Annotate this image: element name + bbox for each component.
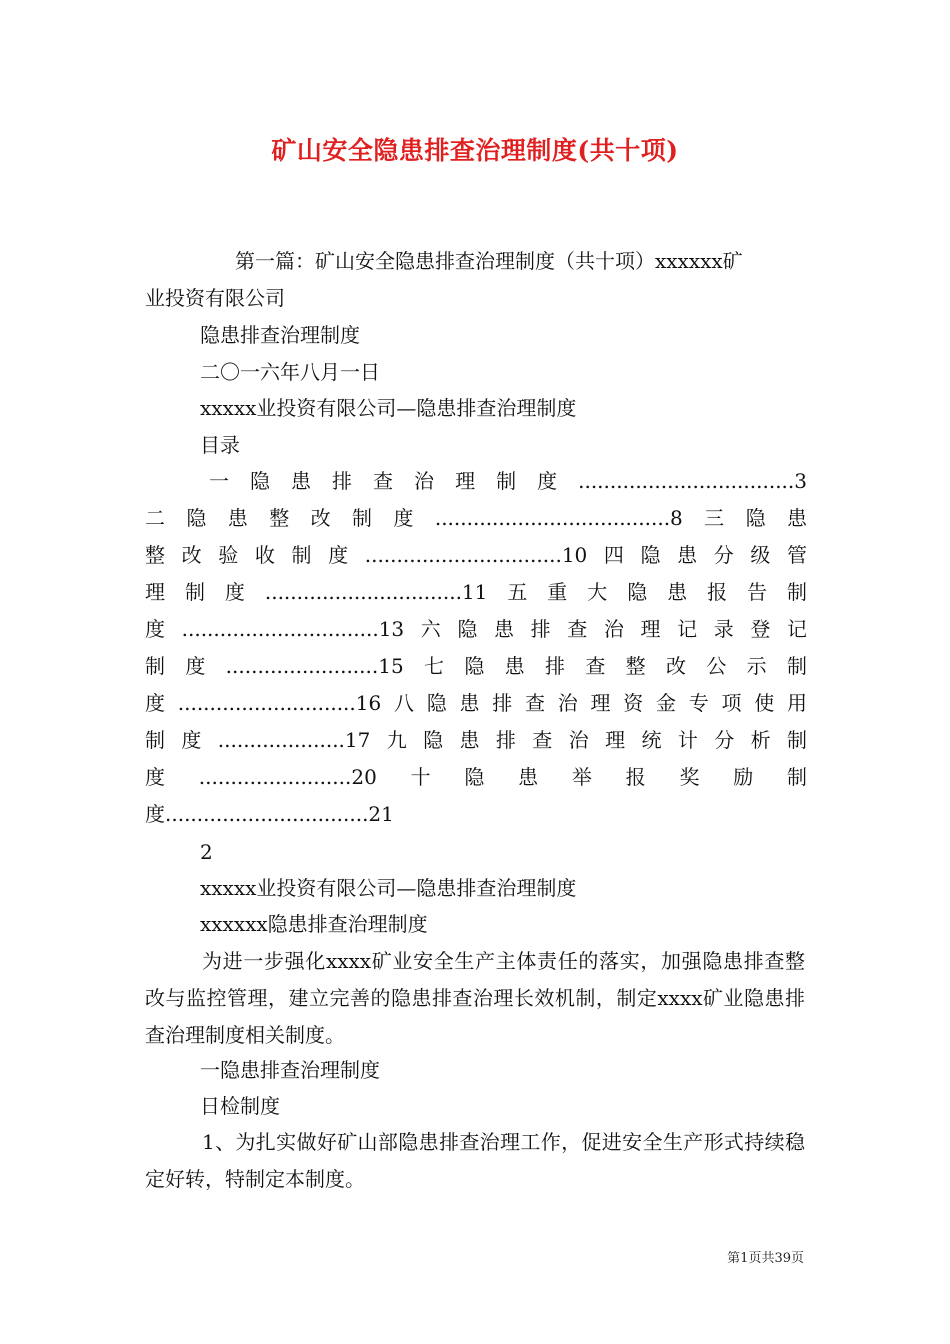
toc-line: 二隐患整改制度.....................................8三隐患 <box>145 506 807 530</box>
toc-line: 度................................21 <box>145 802 394 826</box>
page-marker: 2 <box>200 840 213 864</box>
section-title: xxxxxx隐患排查治理制度 <box>200 912 428 936</box>
toc-line: 整改验收制度...............................10四隐患分级管 <box>145 543 807 567</box>
date-line: 二〇一六年八月一日 <box>200 360 380 384</box>
document-title: 矿山安全隐患排查治理制度(共十项) <box>271 136 679 165</box>
toc-line: 制度....................17九隐患排查治理统计分析制 <box>145 728 807 752</box>
toc-line: 一隐患排查治理制度..................................3 <box>209 469 807 493</box>
page-number: 第1页共39页 <box>727 1251 804 1266</box>
intro-line-2: 业投资有限公司 <box>145 286 285 310</box>
toc-line: 度............................16八隐患排查治理资金专项使用 <box>145 691 807 715</box>
toc-line: 度........................20十隐患举报奖励制 <box>145 765 807 789</box>
toc-line: 理制度...............................11五重大隐患报告制 <box>145 580 807 604</box>
paragraph: 为进一步强化xxxx矿业安全生产主体责任的落实，加强隐患排查整改与监控管理，建立完善的隐患排查治理长效机制，制定xxxx矿业隐患排查治理制度相关制度。 <box>145 949 805 1047</box>
subtitle: 隐患排查治理制度 <box>200 323 360 347</box>
table-of-contents <box>145 463 807 833</box>
company-header: xxxxx业投资有限公司—隐患排查治理制度 <box>200 876 577 900</box>
toc-heading: 目录 <box>200 433 240 457</box>
paragraph: 1、为扎实做好矿山部隐患排查治理工作，促进安全生产形式持续稳定好转，特制定本制度。 <box>145 1130 805 1191</box>
toc-line: 制度........................15七隐患排查整改公示制 <box>145 654 807 678</box>
company-header: xxxxx业投资有限公司—隐患排查治理制度 <box>200 396 577 420</box>
intro-line-1: 第一篇：矿山安全隐患排查治理制度（共十项）xxxxxx矿 <box>235 249 743 273</box>
heading: 日检制度 <box>200 1094 280 1118</box>
toc-line: 度...............................13六隐患排查治理记录登记 <box>145 617 807 641</box>
heading: 一隐患排查治理制度 <box>200 1058 380 1082</box>
